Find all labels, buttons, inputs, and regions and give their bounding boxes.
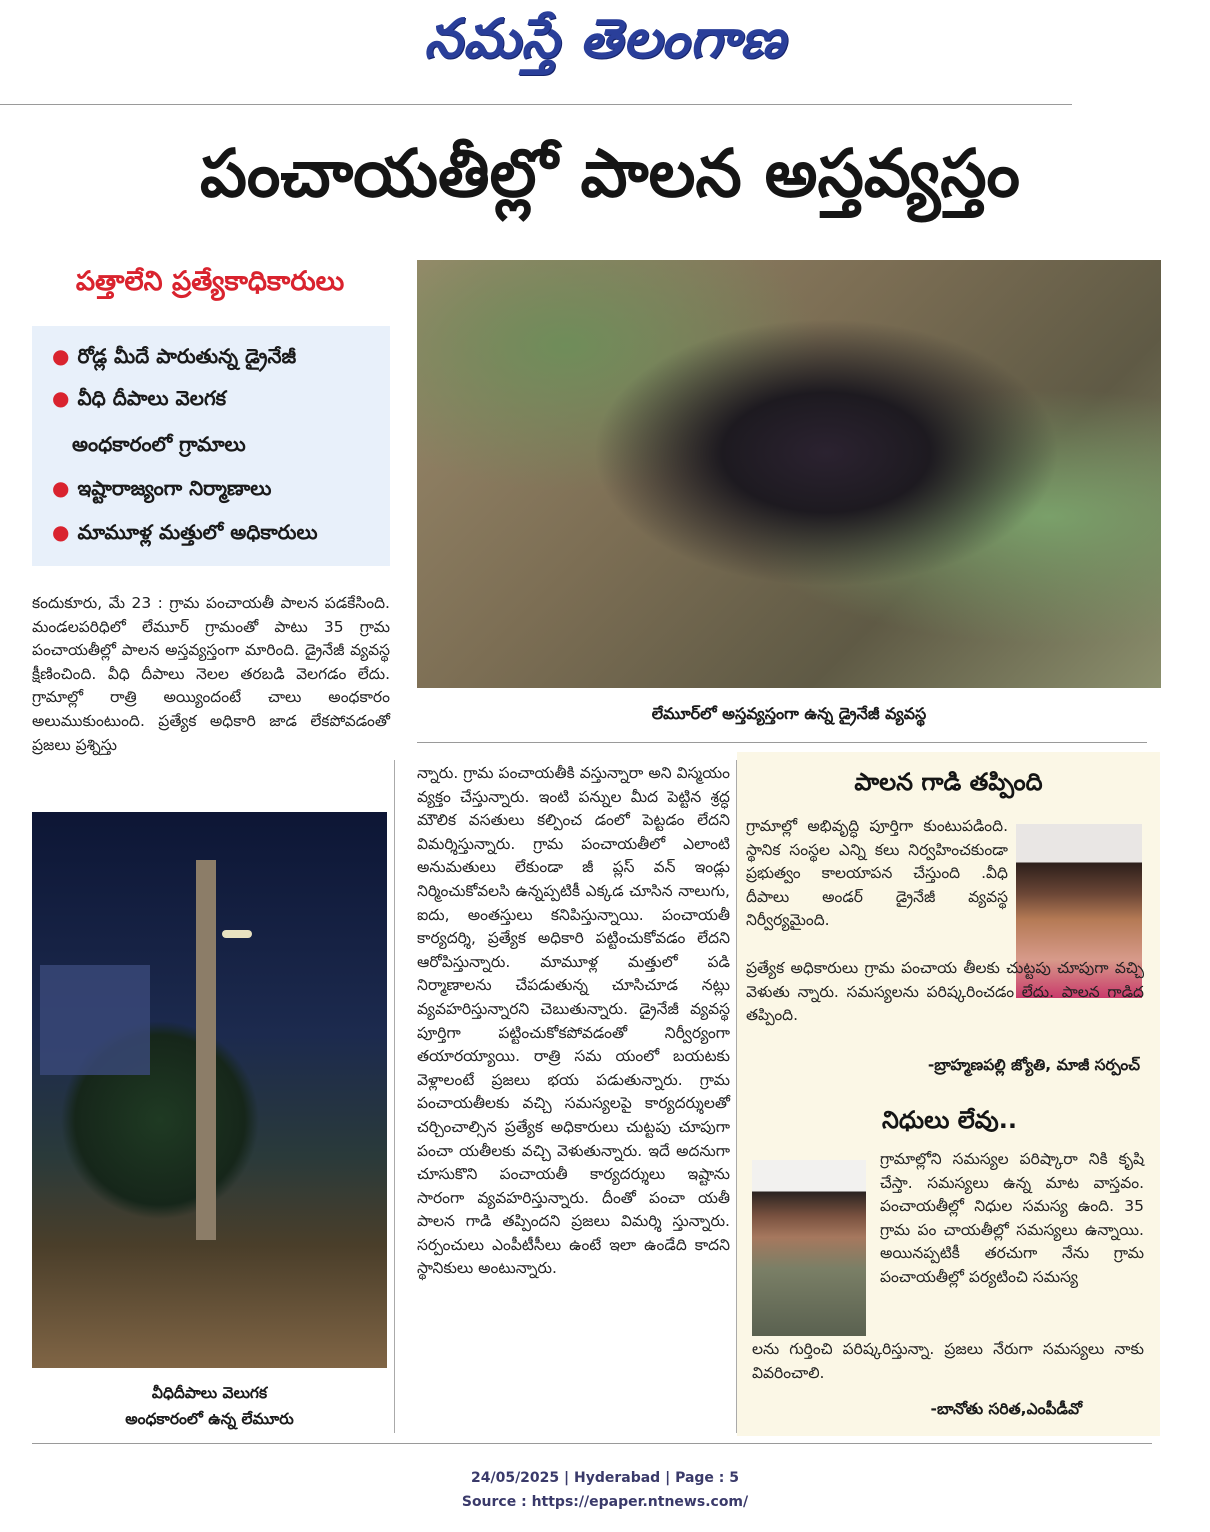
bullet-icon: ● — [52, 386, 70, 410]
highlight-item: ● ఇష్టారాజ్యంగా నిర్మాణాలు — [52, 476, 272, 500]
lead-paragraph: కందుకూరు, మే 23 : గ్రామ పంచాయతీ పాలన పడకేసింది. మండలపరిధిలో లేమూర్ గ్రామంతో పాటు 35 గ్రామ పంచాయతీల్లో పాలన అస్తవ్యస్తంగా మారింది. డ్రైనేజీ వ్యవస్థ క్షీణించింది. వీధి దీపాలు నెలల తరబడి వెలగడం లేదు. గ్రామాల్లో రాత్రి అయ్యిందంటే చాలు అంధకారం అలుముకుంటుంది. ప్రత్యేక అధికారి జాడ లేకపోవడంతో ప్రజలు ప్రశ్నిస్తు — [32, 594, 390, 754]
section-divider — [417, 742, 1147, 743]
headline: పంచాయతీల్లో పాలన అస్తవ్యస్తం — [199, 135, 1021, 212]
footer-divider — [32, 1443, 1152, 1444]
street-caption-line: వీధిదీపాలు వెలుగక — [151, 1384, 268, 1402]
quote-text: లను గుర్తించి పరిష్కరిస్తున్నా. ప్రజలు నేరుగా సమస్యలు నాకు వివరించాలి. — [752, 1340, 1144, 1382]
quote-text: గ్రామాల్లో అభివృద్ధి పూర్తిగా కుంటుపడింది. స్థానిక సంస్థల ఎన్ని కలు నిర్వహించకుండా ప్రభుత్వం కాలయాపన చేస్తుంది .వీధి దీపాలు అండర్ డ్రైనేజీ వ్యవస్థ నిర్వీర్యమైంది. — [746, 817, 1008, 930]
photo-building — [40, 965, 150, 1075]
bullet-icon: ● — [52, 344, 70, 368]
highlight-item: ● రోడ్ల మీదే పారుతున్న డ్రైనేజీ — [52, 344, 297, 368]
portrait-photo — [752, 1160, 866, 1336]
quote-attribution: -బానోతు సరిత,ఎంపీడీవో — [930, 1400, 1082, 1418]
photo-electric-pole — [196, 860, 216, 1240]
masthead-logo: నమస్తే తెలంగాణ — [424, 6, 786, 70]
highlight-item: ● వీధి దీపాలు వెలగక — [52, 386, 227, 410]
drainage-photo-caption: లేమూర్‌లో అస్తవ్యస్తంగా ఉన్న డ్రైనేజీ వ్యవస్థ — [651, 704, 927, 723]
photo-street-lamp — [222, 930, 252, 938]
bullet-icon: ● — [52, 520, 70, 544]
quote-text: గ్రామాల్లోని సమస్యల పరిష్కారా నికి కృషి చేస్తా. సమస్యలు ఉన్న మాట వాస్తవం. పంచాయతీల్లో నిధుల సమస్య ఉంది. 35 గ్రామ పం చాయతీల్లో సమస్యలు ఉన్నాయి. అయినప్పటికీ తరచుగా నేను గ్రామ పంచాయతీల్లో పర్యటించి సమస్య — [880, 1150, 1144, 1286]
quote-title: నిధులు లేవు.. — [882, 1106, 1017, 1134]
article-body-column: న్నారు. గ్రామ పంచాయతీకి వస్తున్నారా అని విస్మయం వ్యక్తం చేస్తున్నారు. ఇంటి పన్నుల మీద పెట్టిన శ్రద్ధ మౌలిక వసతులు కల్పించ డంలో పెట్టడం లేదని విమర్శిస్తున్నారు. గ్రామ పంచాయతీలో ఎలాంటి అనుమతులు లేకుండా జీ ప్లస్ వన్ ఇండ్లు నిర్మించుకోవలసి ఉన్నప్పటికీ ఎక్కడ చూసిన నాలుగు, ఐదు, అంతస్తులు కనిపిస్తున్నాయి. పంచాయతీ కార్యదర్శి, ప్రత్యేక అధికారి పట్టించుకోవడం లేదని ఆరోపిస్తున్నారు. మామూళ్ల మత్తులో పడి నిర్మాణాలను చేపడుతున్న చూసిచూడ నట్లు వ్యవహరిస్తున్నారని చెబుతున్నారు. డ్రైనేజీ వ్యవస్థ పూర్తిగా పట్టించుకోకపోవడంతో నిర్వీర్యంగా తయారయ్యాయి. రాత్రి సమ యంలో బయటకు వెళ్లాలంటే ప్రజలు భయ పడుతున్నారు. గ్రామ పంచాయతీలకు వచ్చి సమస్యలపై కార్యదర్శులతో చర్చించాల్సిన ప్రత్యేక అధికారులు చుట్టపు చూపుగా పంచా యతీలకు వచ్చి వెళుతున్నారు. ఇదే అదనుగా చూసుకొని పంచాయతీ కార్యదర్శులు ఇష్టాను సారంగా వ్యవహరిస్తున్నారు. దీంతో పంచా యతీ పాలన గాడి తప్పిందని ప్రజలు విమర్శి స్తున్నారు. సర్పంచులు ఎంపీటీసీలు ఉంటే ఇలా ఉండేది కాదని స్థానికులు అంటున్నారు. — [417, 764, 730, 1278]
highlight-item: ● మామూళ్ల మత్తులో అధికారులు — [52, 520, 318, 544]
masthead-divider — [0, 104, 1072, 105]
highlights-box — [32, 326, 390, 566]
kicker-subhead: పత్తాలేని ప్రత్యేకాధికారులు — [75, 266, 345, 297]
footer-source: Source : https://epaper.ntnews.com/ — [461, 1494, 749, 1510]
highlight-item-continuation: అంధకారంలో గ్రామాలు — [72, 432, 246, 456]
quote-attribution: -బ్రాహ్మణపల్లి జ్యోతి, మాజీ సర్పంచ్ — [927, 1056, 1140, 1074]
bullet-icon: ● — [52, 476, 70, 500]
street-photo-caption — [32, 1380, 387, 1432]
footer-date-page: 24/05/2025 | Hyderabad | Page : 5 — [470, 1470, 740, 1486]
column-divider — [394, 760, 395, 1433]
quote-text: ప్రత్యేక అధికారులు గ్రామ పంచాయ తీలకు చుట్టపు చూపుగా వచ్చి వెళుతు న్నారు. సమస్యలను పరిష్కరించడం లేదు. పాలన గాడిద తప్పింది. — [746, 959, 1144, 1025]
drainage-photo — [417, 260, 1161, 688]
quote-title: పాలన గాడి తప్పింది — [854, 768, 1043, 796]
street-caption-line: అంధకారంలో ఉన్న లేమూరు — [125, 1410, 294, 1428]
